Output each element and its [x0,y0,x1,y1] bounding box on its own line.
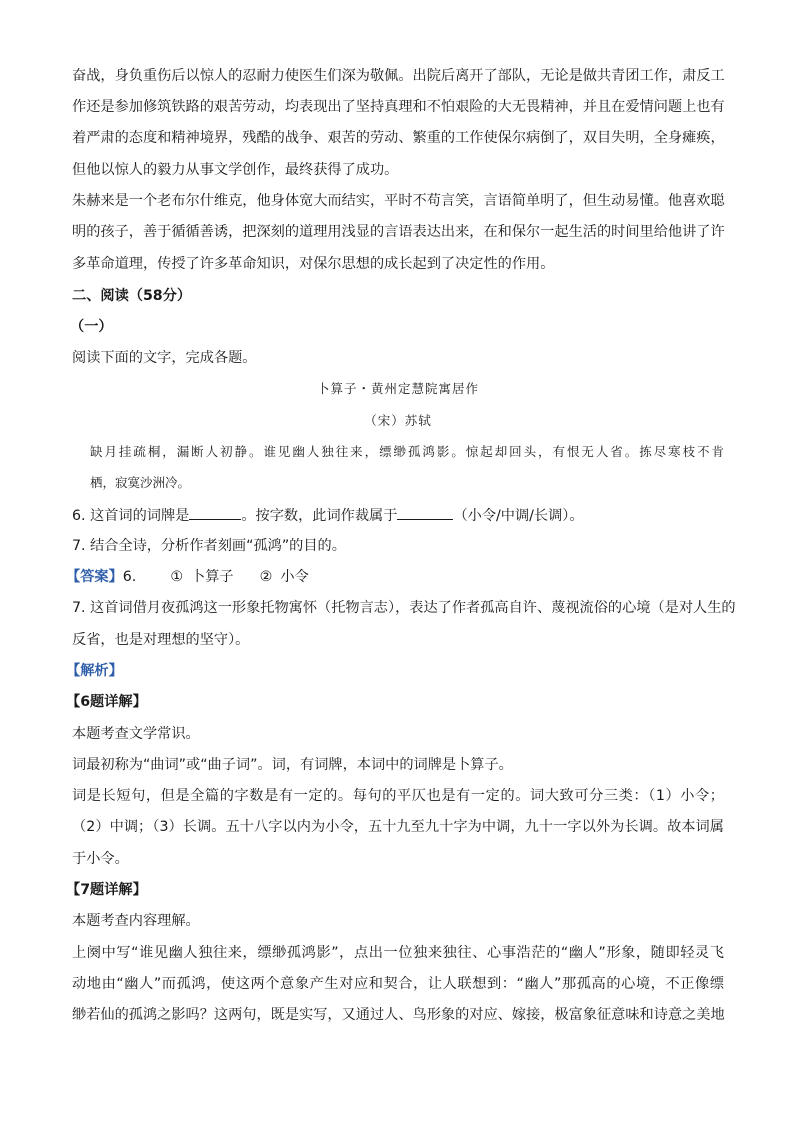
intro-line-4: 但他以惊人的毅力从事文学创作，最终获得了成功。 [72,162,399,178]
intro-line-1: 奋战，身负重伤后以惊人的忍耐力使医生们深为敬佩。出院后离开了部队，无论是做共青团工作，肃反工 [72,68,725,84]
analysis-label: 【解析】 [66,663,123,679]
intro-line-5: 朱赫来是一个老布尔什维克，他身体宽大而结实，平时不苟言笑，言语简单明了，但生动易懂。他喜欢聪 [72,193,725,209]
answer-marker-2: ② [259,569,273,585]
answer-line-6 [66,567,718,587]
question-6-part-3: （小令/中调/长调）。 [453,508,584,524]
poem-line-1: 缺月挂疏桐，漏断人初静。谁见幽人独往来，缥缈孤鸿影。惊起却回头，有恨无人省。拣尽寒枝不肯 [90,444,724,459]
answer-7-line-2: 反省，也是对理想的坚守）。 [72,632,250,648]
analysis-6-para-2: 词最初称为“曲词”或“曲子词”。词，有词牌，本词中的词牌是卜算子。 [72,757,513,773]
answer-blank-2[interactable] [397,505,453,520]
analysis-heading-6: 【6题详解】 [66,694,147,710]
answer-marker-1: ① [170,569,184,585]
analysis-7-para-1: 本题考查内容理解。 [72,913,200,929]
analysis-6-para-4: （2）中调；（3）长调。五十八字以内为小令，五十九至九十字为中调，九十一字以外为长调。故本词属 [72,819,724,835]
poem-line-2: 栖，寂寞沙洲冷。 [90,475,191,490]
answer-7-line-1: 7. 这首词借月夜孤鸿这一形象托物寓怀（托物言志），表达了作者孤高自许、蔑视流俗的心境（是对人生的 [72,600,736,616]
answer-label: 【答案】 [66,569,123,585]
analysis-6-para-1: 本题考查文学常识。 [72,726,200,742]
answer-value-1: 卜算子 [191,569,234,585]
section-subheading: （一） [70,319,113,335]
intro-line-2: 作还是参加修筑铁路的艰苦劳动，均表现出了坚持真理和不怕艰险的大无畏精神，并且在爱情问题上也有 [72,99,725,115]
answer-blank-1[interactable] [189,505,241,520]
intro-line-7: 多革命道理，传授了许多革命知识，对保尔思想的成长起到了决定性的作用。 [72,256,555,272]
question-6 [72,505,724,526]
answer-value-2: 小令 [280,569,309,585]
question-7: 7. 结合全诗，分析作者刻画“孤鸿”的目的。 [72,538,346,554]
answer-number: 6. [122,569,137,585]
analysis-7-para-2: 上阕中写“谁见幽人独往来，缥缈孤鸿影”，点出一位独来独往、心事浩茫的“幽人”形象，随即轻灵飞 [72,945,724,961]
question-6-part-2: 。按字数，此词作裁属于 [241,508,398,524]
analysis-7-para-4: 缈若仙的孤鸿之影吗？这两句，既是实写，又通过人、鸟形象的对应、嫁接，极富象征意味和诗意之美地 [72,1007,725,1023]
analysis-7-para-3: 动地由“幽人”而孤鸿，使这两个意象产生对应和契合，让人联想到：“幽人”那孤高的心境，不正像缥 [72,976,724,992]
section-instruction: 阅读下面的文字，完成各题。 [72,350,257,366]
poem-author: （宋）苏轼 [364,413,432,428]
intro-line-6: 明的孩子，善于循循善诱，把深刻的道理用浅显的言语表达出来，在和保尔一起生活的时间里给他讲了许 [72,224,725,240]
question-6-part-1: 6. 这首词的词牌是 [72,508,190,524]
intro-line-3: 着严肃的态度和精神境界，残酷的战争、艰苦的劳动、繁重的工作使保尔病倒了，双目失明，全身瘫痪， [72,130,725,146]
analysis-6-para-5: 于小令。 [72,851,129,867]
poem-title: 卜算子・黄州定慧院寓居作 [316,381,479,396]
section-heading: 二、阅读（58分） [72,288,192,304]
analysis-heading-7: 【7题详解】 [66,882,147,898]
analysis-6-para-3: 词是长短句，但是全篇的字数是有一定的。每句的平仄也是有一定的。词大致可分三类：（1）小令； [72,788,724,804]
